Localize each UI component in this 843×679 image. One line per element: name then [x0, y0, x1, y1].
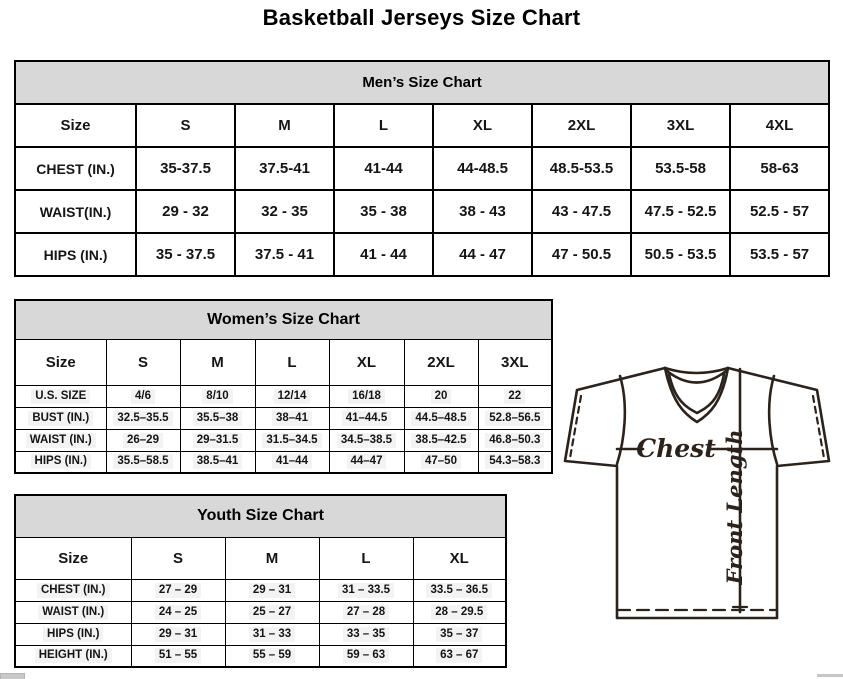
table-row — [15, 429, 552, 451]
cell-value: 41–44.5 — [342, 411, 392, 426]
cell-value: 26–29 — [123, 433, 163, 448]
table-cell: 32 - 35 — [235, 190, 334, 233]
cell-value: 33 – 35 — [343, 627, 389, 642]
table-cell: 37.5 - 41 — [235, 233, 334, 276]
table-cell — [180, 451, 255, 473]
table-cell: 58-63 — [730, 147, 829, 190]
cell-value: 38.5–41 — [193, 454, 243, 469]
table-cell — [106, 451, 180, 473]
table-cell — [413, 579, 506, 601]
cell-value: WAIST (IN.) — [38, 605, 108, 620]
cell-value: 46.8–50.3 — [485, 433, 544, 448]
column-header: L — [319, 537, 413, 579]
table-cell — [478, 385, 552, 407]
cell-value: 44–47 — [347, 454, 387, 469]
table-cell: 47.5 - 52.5 — [631, 190, 730, 233]
table-cell: 29 - 32 — [136, 190, 235, 233]
row-label — [15, 579, 131, 601]
cell-value: 47–50 — [421, 454, 461, 469]
column-header: M — [225, 537, 319, 579]
row-label — [15, 407, 106, 429]
column-header: XL — [413, 537, 506, 579]
table-cell — [131, 601, 225, 623]
table-cell — [106, 429, 180, 451]
cell-value: 35.5–38 — [193, 411, 243, 426]
right-sleeve-seam — [769, 376, 777, 464]
table-cell: 41 - 44 — [334, 233, 433, 276]
jersey-outline — [565, 368, 829, 618]
table-cell — [131, 623, 225, 645]
cell-value: 4/6 — [131, 389, 155, 404]
table-cell — [225, 601, 319, 623]
cell-value: 35.5–58.5 — [113, 454, 172, 469]
table-cell — [319, 601, 413, 623]
youth-size-table — [14, 494, 507, 668]
table-cell — [404, 429, 478, 451]
column-header: XL — [329, 339, 404, 385]
table-row — [15, 407, 552, 429]
cell-value: 34.5–38.5 — [337, 433, 396, 448]
page-title: Basketball Jerseys Size Chart — [262, 5, 581, 30]
column-header: M — [180, 339, 255, 385]
table-cell: 48.5-53.5 — [532, 147, 631, 190]
table-section-header — [15, 61, 829, 104]
table-cell — [106, 407, 180, 429]
table-cell: 50.5 - 53.5 — [631, 233, 730, 276]
table-cell: 44 - 47 — [433, 233, 532, 276]
table-cell: 53.5-58 — [631, 147, 730, 190]
column-header: M — [235, 104, 334, 147]
table-cell — [413, 645, 506, 667]
cell-value: 31 – 33 — [249, 627, 295, 642]
column-header: S — [136, 104, 235, 147]
table-row — [15, 104, 829, 147]
cell-value: 25 – 27 — [249, 605, 295, 620]
table-cell — [255, 407, 329, 429]
table-cell: 44-48.5 — [433, 147, 532, 190]
cell-value: 35 – 37 — [436, 627, 482, 642]
table-cell — [478, 407, 552, 429]
table-row — [15, 385, 552, 407]
table-cell: 35 - 37.5 — [136, 233, 235, 276]
table-cell: 38 - 43 — [433, 190, 532, 233]
table-cell — [478, 429, 552, 451]
row-label — [15, 645, 131, 667]
cell-value: 29 – 31 — [249, 583, 295, 598]
table-cell — [131, 579, 225, 601]
column-header: L — [334, 104, 433, 147]
vneck-inner — [669, 374, 724, 413]
cell-value: 38–41 — [272, 411, 312, 426]
table-cell — [106, 385, 180, 407]
table-cell: 52.5 - 57 — [730, 190, 829, 233]
row-label — [15, 601, 131, 623]
cell-value: 55 – 59 — [249, 648, 295, 663]
table-row — [15, 451, 552, 473]
row-label — [15, 429, 106, 451]
table-cell — [329, 385, 404, 407]
table-cell: 41-44 — [334, 147, 433, 190]
table-section-header — [15, 495, 506, 537]
cropped-ui-fragment — [0, 673, 25, 679]
cell-value: 8/10 — [202, 389, 232, 404]
chest-label: Chest — [636, 434, 716, 463]
table-cell — [319, 623, 413, 645]
table-cell — [413, 601, 506, 623]
cell-value: 44.5–48.5 — [411, 411, 470, 426]
table-cell — [319, 645, 413, 667]
cell-value: 12/14 — [274, 389, 311, 404]
mens-chart-title: Men’s Size Chart — [15, 61, 829, 104]
cell-value: HIPS (IN.) — [31, 454, 91, 469]
table-cell — [131, 645, 225, 667]
table-row — [15, 623, 506, 645]
womens-chart-title: Women’s Size Chart — [15, 300, 552, 339]
table-cell — [255, 429, 329, 451]
cell-value: 31 – 33.5 — [338, 583, 394, 598]
row-label: HIPS (IN.) — [15, 233, 136, 276]
column-header: Size — [15, 339, 106, 385]
table-cell: 37.5-41 — [235, 147, 334, 190]
cropped-ui-fragment — [817, 674, 843, 677]
cell-value: 52.8–56.5 — [485, 411, 544, 426]
table-section-header — [15, 300, 552, 339]
cell-value: 29–31.5 — [193, 433, 243, 448]
table-cell — [404, 451, 478, 473]
cell-value: 63 – 67 — [436, 648, 482, 663]
table-cell: 47 - 50.5 — [532, 233, 631, 276]
column-header: 2XL — [404, 339, 478, 385]
table-cell — [180, 407, 255, 429]
table-row — [15, 601, 506, 623]
cell-value: 16/18 — [348, 389, 385, 404]
table-cell — [180, 429, 255, 451]
cell-value: CHEST (IN.) — [37, 583, 110, 598]
column-header: S — [131, 537, 225, 579]
table-cell — [329, 429, 404, 451]
column-header: XL — [433, 104, 532, 147]
collar-top-arc — [665, 368, 728, 373]
table-cell — [329, 407, 404, 429]
table-cell — [329, 451, 404, 473]
row-label: CHEST (IN.) — [15, 147, 136, 190]
cell-value: 28 – 29.5 — [431, 605, 487, 620]
table-row — [15, 190, 829, 233]
cell-value: 24 – 25 — [155, 605, 201, 620]
cell-value: BUST (IN.) — [28, 411, 93, 426]
cell-value: 22 — [504, 389, 525, 404]
cell-value: 33.5 – 36.5 — [426, 583, 492, 598]
cell-value: 59 – 63 — [343, 648, 389, 663]
jersey-diagram — [558, 360, 836, 628]
table-cell — [319, 579, 413, 601]
table-cell — [225, 623, 319, 645]
table-cell — [413, 623, 506, 645]
cell-value: 32.5–35.5 — [113, 411, 172, 426]
table-row — [15, 579, 506, 601]
column-header: 3XL — [478, 339, 552, 385]
table-cell — [255, 451, 329, 473]
cell-value: 54.3–58.3 — [485, 454, 544, 469]
column-header: L — [255, 339, 329, 385]
cell-value: 27 – 29 — [155, 583, 201, 598]
table-cell: 43 - 47.5 — [532, 190, 631, 233]
mens-size-table — [14, 60, 830, 277]
cell-value: 29 – 31 — [155, 627, 201, 642]
cell-value: 41–44 — [272, 454, 312, 469]
table-row — [15, 147, 829, 190]
row-label — [15, 451, 106, 473]
table-cell — [255, 385, 329, 407]
table-cell: 53.5 - 57 — [730, 233, 829, 276]
row-label — [15, 623, 131, 645]
womens-size-table — [14, 299, 553, 474]
cell-value: 31.5–34.5 — [262, 433, 321, 448]
table-row — [15, 645, 506, 667]
table-cell — [225, 645, 319, 667]
table-cell: 35 - 38 — [334, 190, 433, 233]
table-cell — [404, 407, 478, 429]
table-row — [15, 537, 506, 579]
table-cell — [225, 579, 319, 601]
column-header: 2XL — [532, 104, 631, 147]
cell-value: 20 — [431, 389, 452, 404]
front-length-label: Front Length — [722, 429, 747, 585]
column-header: 4XL — [730, 104, 829, 147]
cell-value: 38.5–42.5 — [411, 433, 470, 448]
cell-value: 27 – 28 — [343, 605, 389, 620]
row-label — [15, 385, 106, 407]
cell-value: HIPS (IN.) — [43, 627, 103, 642]
cell-value: 51 – 55 — [155, 648, 201, 663]
table-row — [15, 233, 829, 276]
row-label: WAIST(IN.) — [15, 190, 136, 233]
table-cell — [478, 451, 552, 473]
cell-value: HEIGHT (IN.) — [35, 648, 112, 663]
youth-chart-title: Youth Size Chart — [15, 495, 506, 537]
table-cell: 35-37.5 — [136, 147, 235, 190]
column-header: S — [106, 339, 180, 385]
table-cell — [404, 385, 478, 407]
left-sleeve-seam — [617, 376, 625, 464]
table-row — [15, 339, 552, 385]
column-header: Size — [15, 537, 131, 579]
column-header: Size — [15, 104, 136, 147]
table-cell — [180, 385, 255, 407]
column-header: 3XL — [631, 104, 730, 147]
cell-value: U.S. SIZE — [31, 389, 90, 404]
cell-value: WAIST (IN.) — [26, 433, 96, 448]
